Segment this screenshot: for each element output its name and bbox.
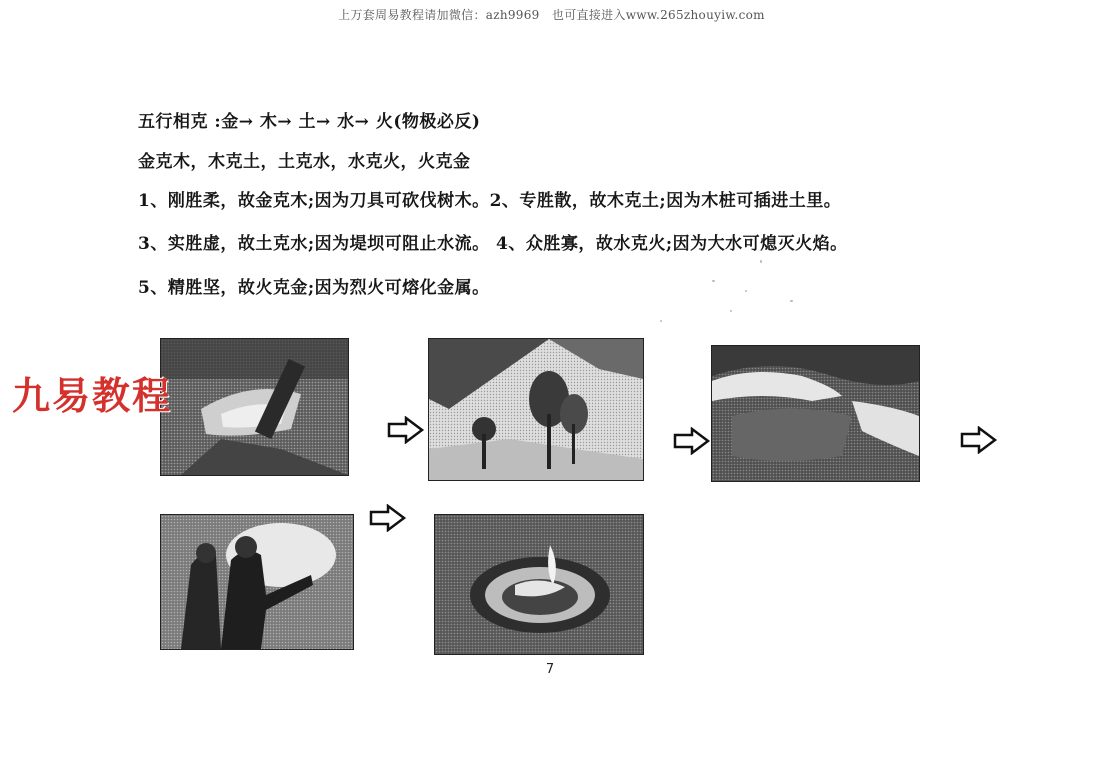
watermark-logo: 九易教程 [12,374,173,418]
text-line-2: 金克木，木克土，土克水，水克火，火克金 [138,152,471,172]
scan-speck [745,290,747,292]
hollow-right-arrow-icon [386,416,426,444]
scan-speck [790,300,793,302]
text-line-1: 五行相克 :金→ 木→ 土→ 水→ 火(物极必反) [138,112,481,132]
photo-metal-axe [160,338,349,476]
header-banner: 上万套周易教程请加微信：azh9969 也可直接进入www.265zhouyiw.com [338,8,765,22]
scan-speck [730,310,732,312]
scan-speck [712,280,715,282]
photo-water-firefighters [160,514,354,650]
photo-fire-melting [434,514,644,655]
scan-speck [660,320,662,322]
page-number: 7 [545,662,555,677]
hollow-right-arrow-icon [368,504,408,532]
scan-speck [760,260,762,263]
hollow-right-arrow-icon [959,426,999,454]
text-line-5: 5、精胜坚，故火克金;因为烈火可熔化金属。 [138,278,490,298]
photo-wood-trees [428,338,644,481]
text-line-4: 3、实胜虚，故土克水;因为堤坝可阻止水流。 4、众胜寡，故水克火;因为大水可熄灭火焰。 [138,234,848,254]
hollow-right-arrow-icon [672,427,712,455]
text-line-3: 1、刚胜柔，故金克木;因为刀具可砍伐树木。2、专胜散，故木克土;因为木桩可插进土里。 [138,191,842,211]
photo-earth-dam [711,345,920,482]
